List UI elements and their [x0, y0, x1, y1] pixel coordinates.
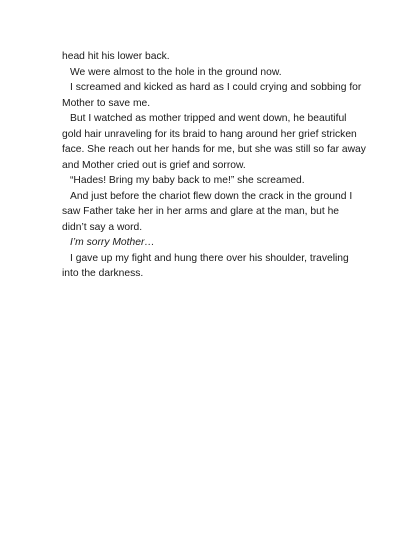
text-line-4: Mother to save me. — [62, 97, 151, 109]
text-line-7: face. She reach out her hands for me, but she was still so far away — [62, 144, 366, 155]
text-line-3: I screamed and kicked as hard as I could crying and sobbing for — [70, 82, 362, 93]
text-line-11: saw Father take her in her arms and glare at the man, but he — [62, 206, 340, 217]
text-line-9: “Hades! Bring my baby back to me!” she screamed. — [70, 175, 305, 186]
story-text — [62, 49, 382, 282]
text-line-5: But I watched as mother tripped and went down, he beautiful — [70, 113, 347, 124]
text-line-12: didn’t say a word. — [62, 221, 143, 233]
text-line-8: and Mother cried out is grief and sorrow. — [62, 159, 246, 171]
text-line-6: gold hair unraveling for its braid to hang around her grief stricken — [62, 128, 357, 140]
text-line-13: I’m sorry Mother… — [70, 237, 155, 248]
text-line-2: We were almost to the hole in the ground now. — [70, 66, 282, 78]
text-line-10: And just before the chariot flew down the crack in the ground I — [70, 190, 353, 202]
text-line-15: into the darkness. — [62, 268, 144, 279]
text-line-14: I gave up my fight and hung there over his shoulder, traveling — [70, 252, 349, 264]
text-line-1: head hit his lower back. — [62, 51, 170, 62]
